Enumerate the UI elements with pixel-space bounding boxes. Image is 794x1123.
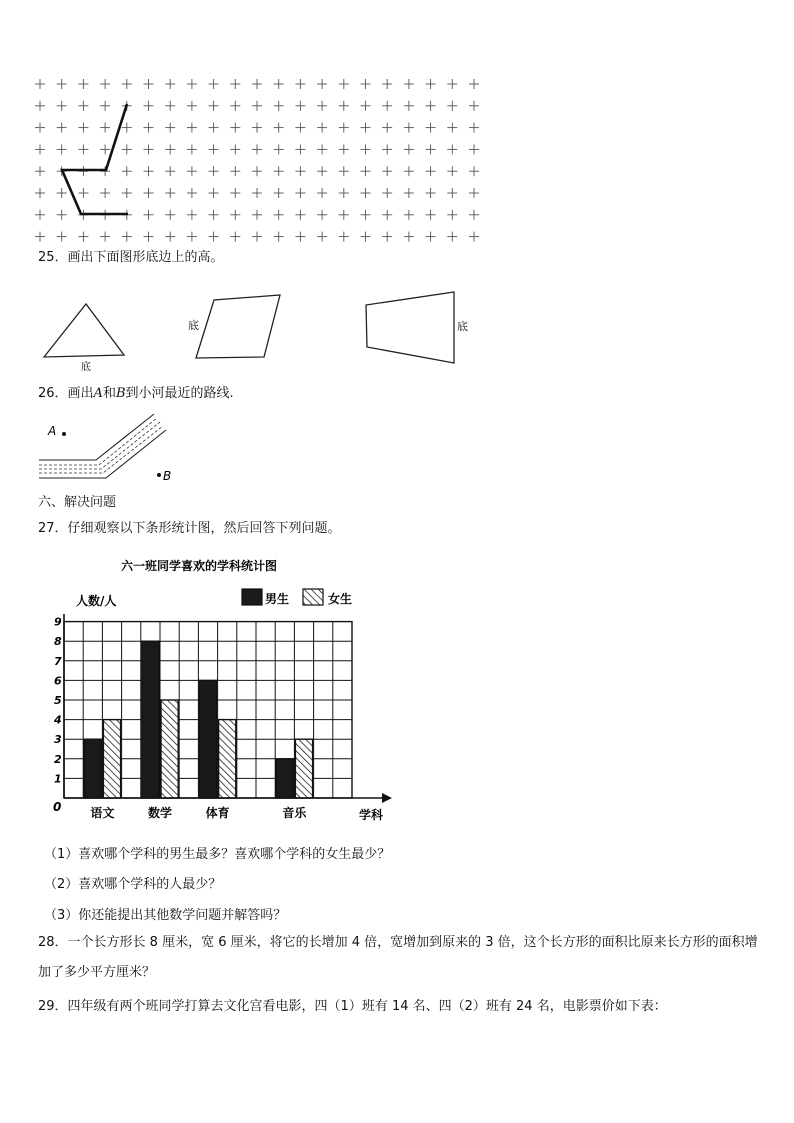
point-b-label: B [163,469,172,483]
q28-text: 28．一个长方形长 8 厘米，宽 6 厘米，将它的长增加 4 倍，宽增加到原来的 3 倍，这个长方形的面积比原来长方形的面积增加了多少平方厘米？ [38,935,758,980]
legend-swatch-girls [303,589,323,605]
category-label: 音乐 [282,806,307,820]
chart-xlabel: 学科 [359,808,384,822]
q26-suffix: 到小河最近的路线. [125,386,234,401]
trapezoid [366,292,454,363]
legend-swatch-boys [242,589,262,605]
bar-girls [161,700,178,798]
category-label: 数学 [147,806,173,820]
bar-chart [36,548,396,830]
trapezoid-base-label: 底 [457,320,468,333]
bar-boys [276,759,293,798]
bar-boys [142,641,159,798]
y-tick-label: 5 [54,694,62,707]
y-tick-label: 4 [54,713,62,727]
point-b-dot [157,473,161,477]
river-bank-lower [39,430,166,478]
q26-prefix: 26．画出 [38,386,94,401]
origin-label: 0 [53,800,62,814]
grid-shape-outline [62,104,128,214]
bar-girls [219,720,236,798]
chart-ylabel: 人数/人 [76,594,117,608]
y-tick-label: 7 [54,654,62,668]
parallelogram-base-label: 底 [188,319,199,332]
grid-crosses [35,79,479,242]
point-a-label: A [48,424,57,438]
legend-label-boys: 男生 [265,592,290,606]
y-tick-label: 8 [54,635,62,649]
q26-text [38,385,234,403]
q25-figures [34,285,484,371]
q27-sub2: （2）喜欢哪个学科的人最少？ [44,877,222,892]
q27-text: 27．仔细观察以下条形统计图，然后回答下列问题。 [38,521,341,536]
bar-girls [295,739,312,798]
y-tick-label: 6 [54,674,62,688]
q26-point-b: B [115,386,126,401]
y-tick-label: 1 [54,772,62,786]
chart-ticks [53,616,62,786]
category-label: 语文 [90,806,115,820]
point-a-dot [62,432,66,436]
y-tick-label: 3 [54,733,62,747]
q26-mid: 和 [102,386,116,401]
q25-text: 25．画出下面图形底边上的高。 [38,250,224,265]
q27-sub1: （1）喜欢哪个学科的男生最多？喜欢哪个学科的女生最少？ [44,847,391,862]
chart-title: 六一班同学喜欢的学科统计图 [121,559,278,573]
bar-girls [103,720,120,798]
parallelogram [196,295,280,358]
x-axis-arrow [382,793,392,803]
triangle-base-label: 底 [81,362,91,371]
y-tick-label: 2 [54,752,62,766]
legend-label-girls: 女生 [328,592,353,606]
bar-boys [199,680,216,798]
q29-text: 29．四年级有两个班同学打算去文化宫看电影，四（1）班有 14 名、四（2）班有 24 名，电影票价如下表： [38,999,667,1014]
y-tick-label: 9 [54,615,62,629]
grid-figure [34,78,484,242]
triangle [44,304,124,357]
q26-point-a: A [93,386,103,401]
q27-sub3: （3）你还能提出其他数学问题并解答吗？ [44,908,287,923]
chart-category-labels [90,805,307,820]
category-label: 体育 [205,806,230,820]
bar-boys [84,739,101,798]
river-figure [34,412,234,490]
section6-title: 六、解决问题 [38,495,117,510]
